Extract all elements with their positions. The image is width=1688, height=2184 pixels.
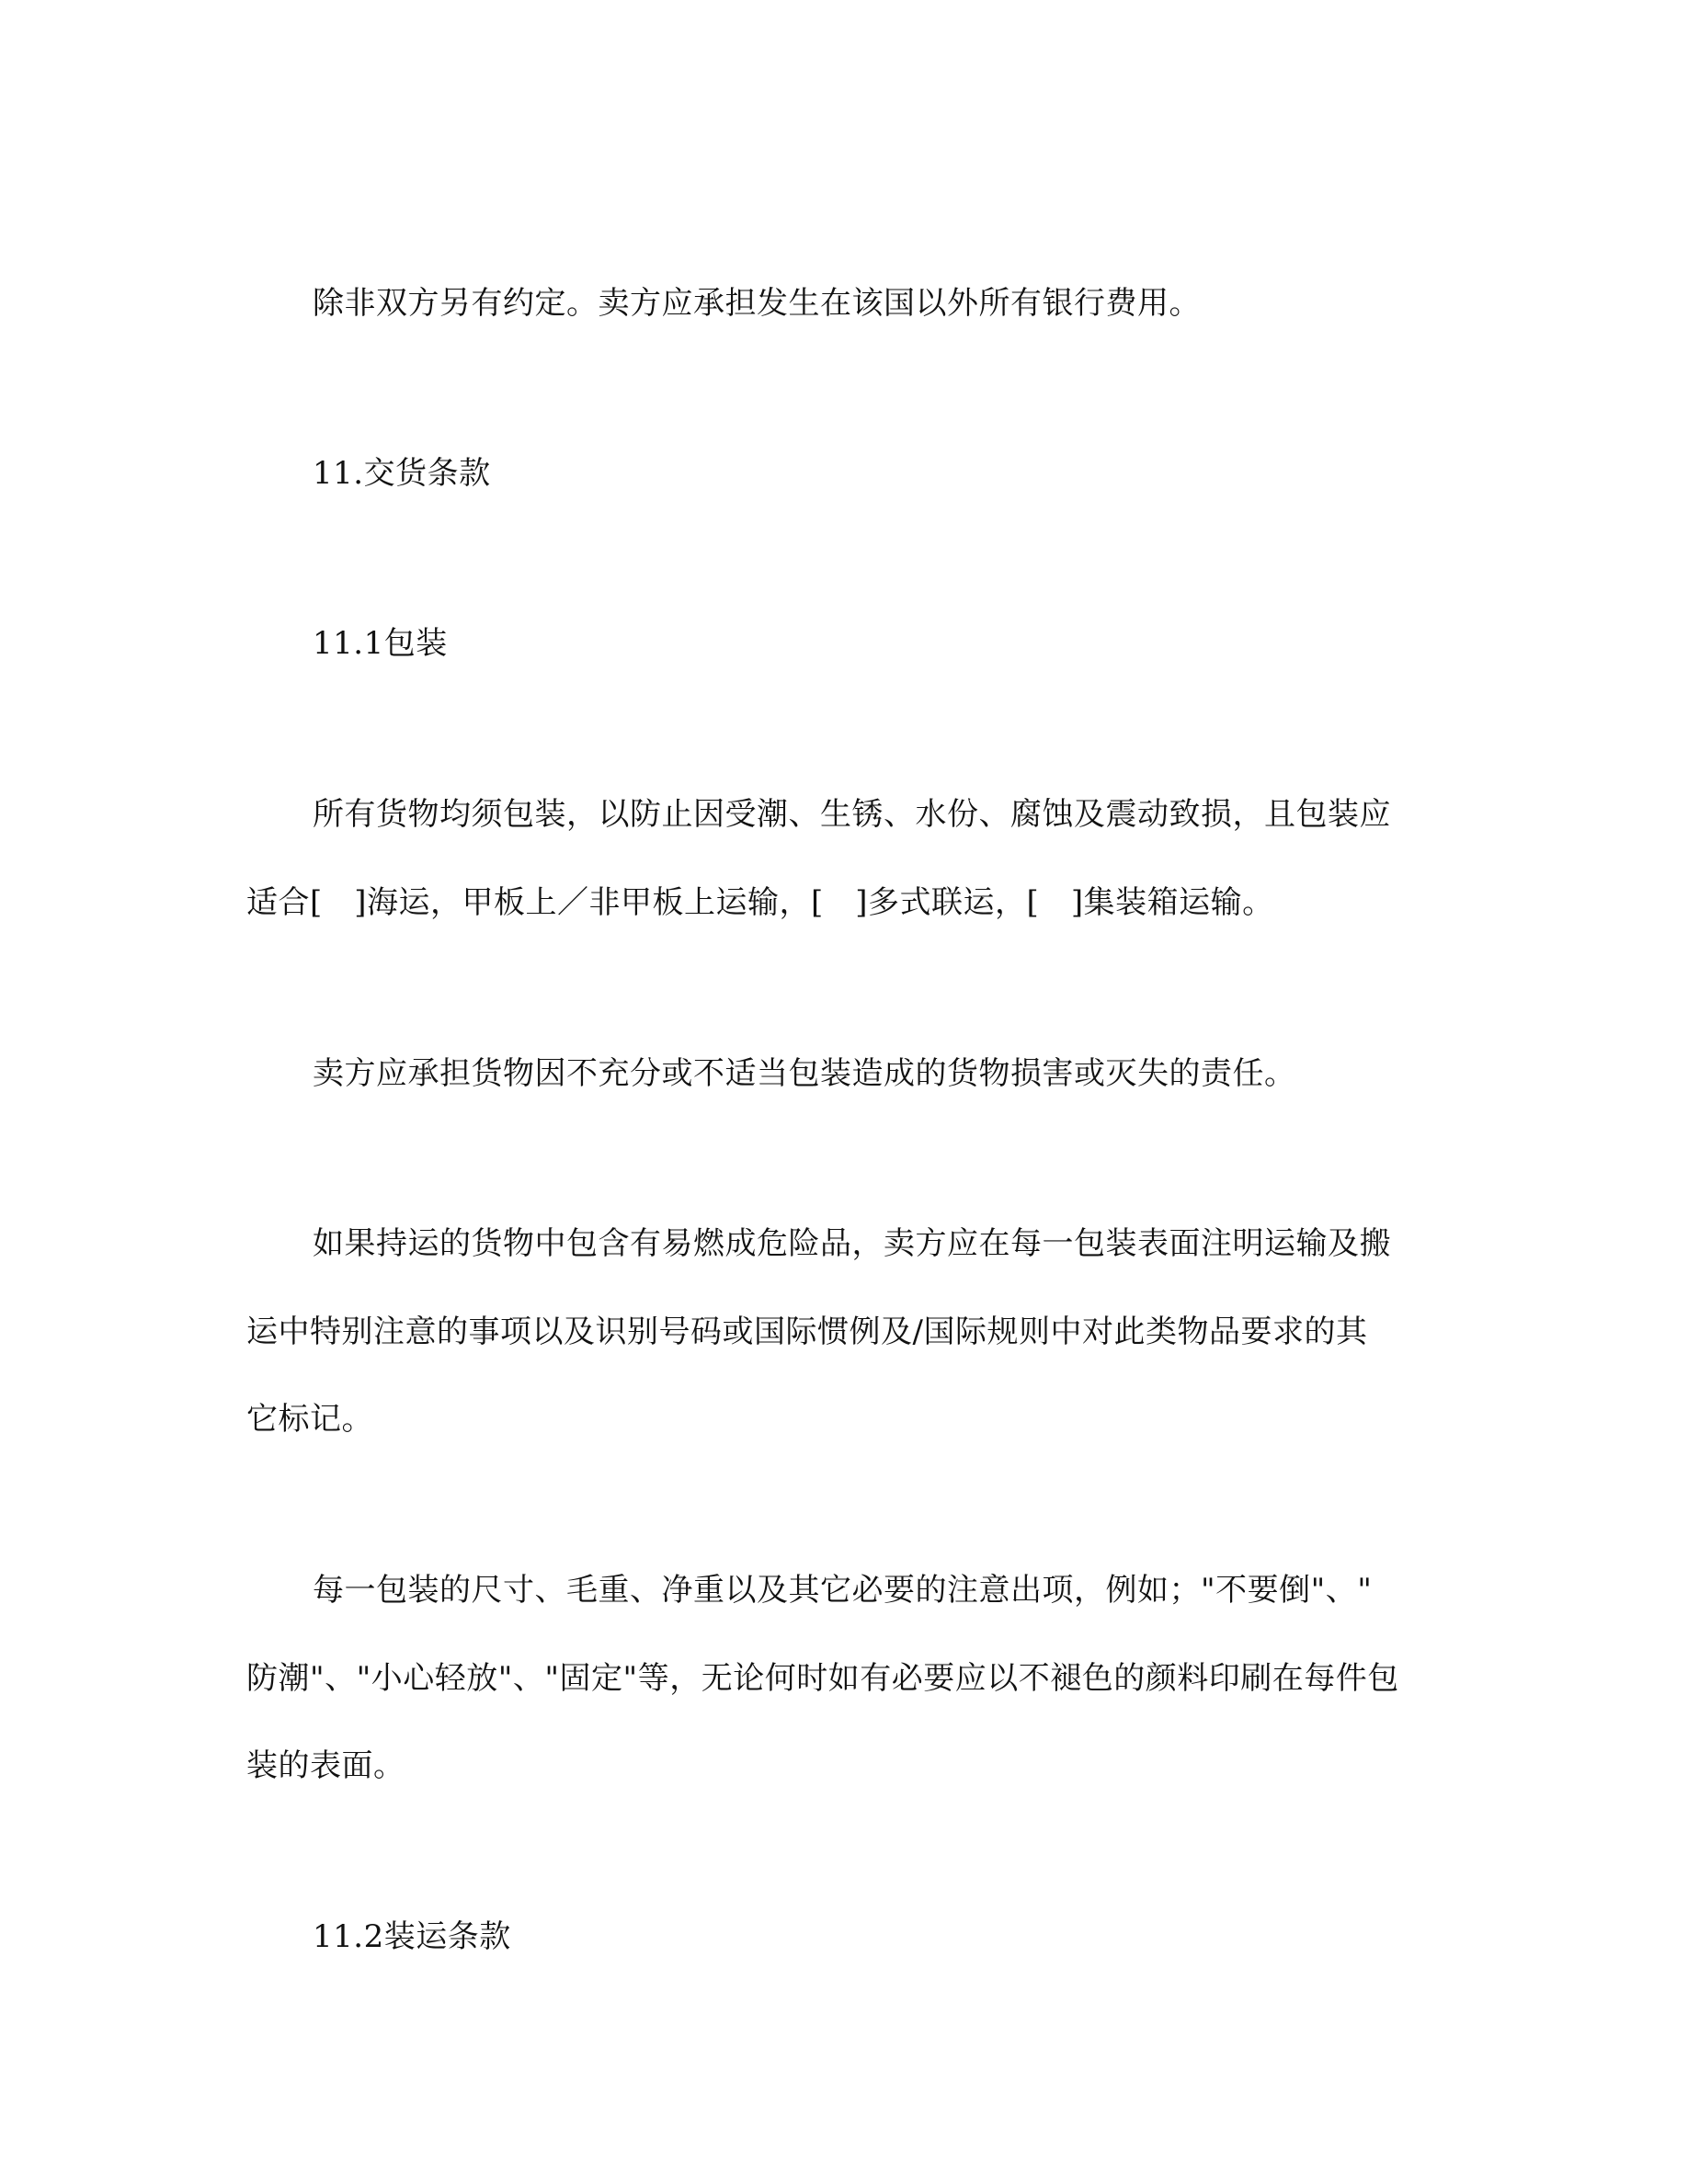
paragraph-markings-line-1: 每一包装的尺寸、毛重、净重以及其它必要的注意出项，例如；"不要倒"、" — [313, 1572, 1373, 1609]
paragraph-markings-line-3: 装的表面。 — [246, 1747, 405, 1784]
paragraph-packing-line-2: 适合[ ]海运，甲板上／非甲板上运输，[ ]多式联运，[ ]集装箱运输。 — [246, 884, 1274, 921]
section-heading-delivery-terms: 11.交货条款 — [313, 455, 491, 492]
subsection-heading-packing: 11.1包装 — [313, 625, 448, 662]
paragraph-packing-line-1: 所有货物均须包装，以防止因受潮、生锈、水份、腐蚀及震动致损，且包装应 — [313, 796, 1391, 833]
paragraph-hazardous-line-2: 运中特别注意的事项以及识别号码或国际惯例及/国际规则中对此类物品要求的其 — [246, 1314, 1368, 1350]
subsection-heading-shipment-terms: 11.2装运条款 — [313, 1918, 511, 1955]
paragraph-hazardous-line-3: 它标记。 — [246, 1401, 373, 1438]
paragraph-packing-liability: 卖方应承担货物因不充分或不适当包装造成的货物损害或灭失的责任。 — [313, 1055, 1296, 1092]
paragraph-markings-line-2: 防潮"、"小心轻放"、"固定"等，无论何时如有必要应以不褪色的颜料印刷在每件包 — [246, 1660, 1399, 1697]
paragraph-bank-fees: 除非双方另有约定。卖方应承担发生在该国以外所有银行费用。 — [313, 285, 1201, 322]
paragraph-hazardous-line-1: 如果持运的货物中包含有易燃成危险品，卖方应在每一包装表面注明运输及搬 — [313, 1225, 1391, 1262]
